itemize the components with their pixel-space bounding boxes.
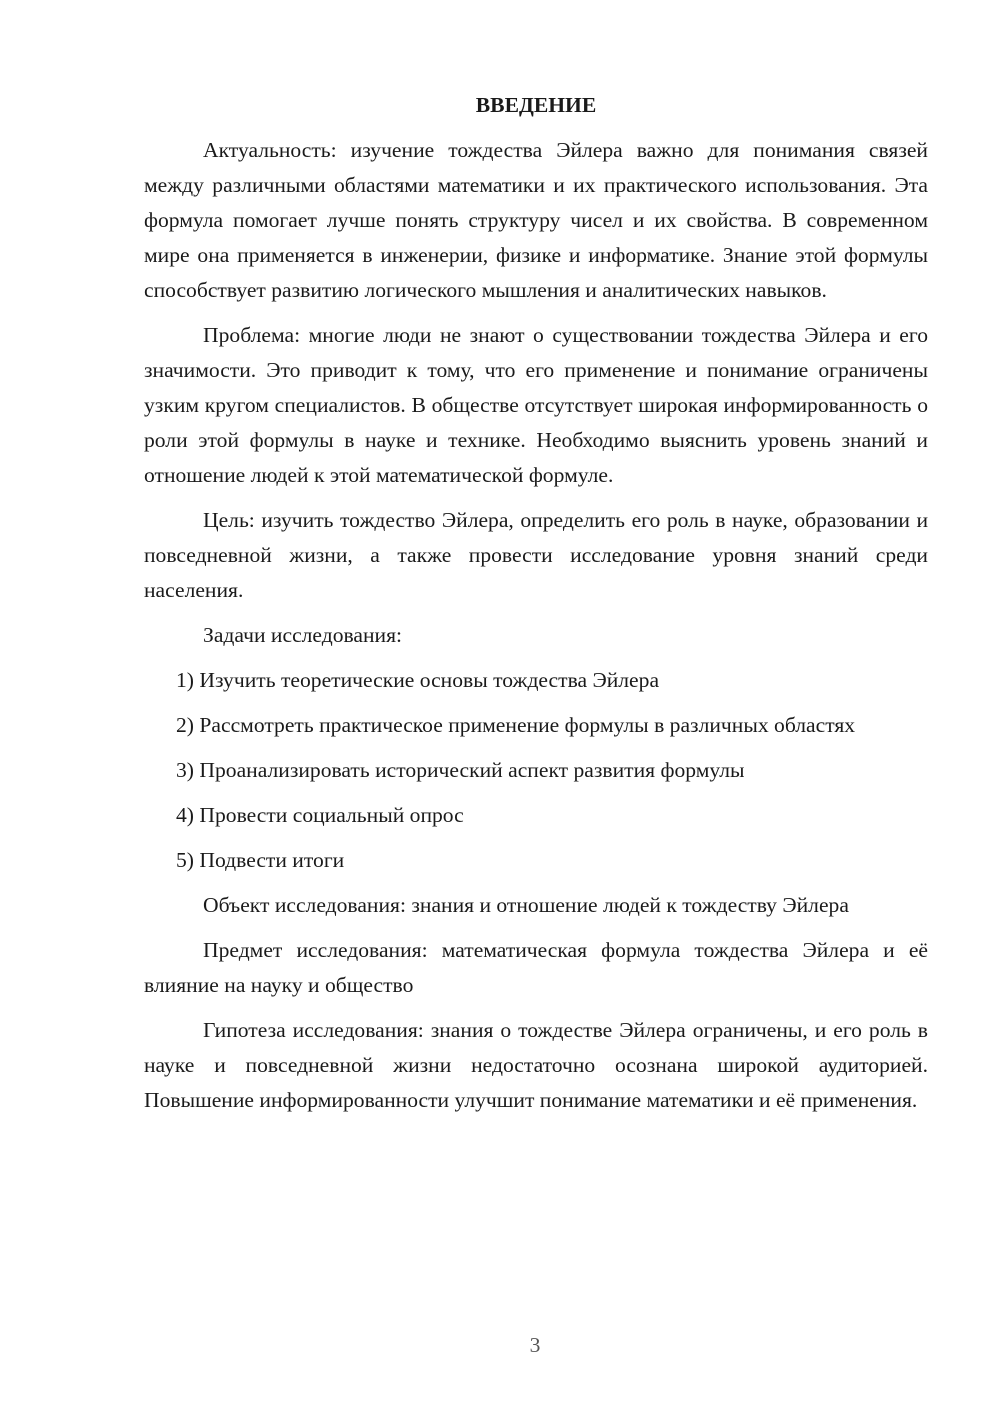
document-page bbox=[144, 88, 928, 1128]
paragraph-goal: Цель: изучить тождество Эйлера, определить его роль в науке, образовании и повседневной жизни, а также провести исследование уровня знаний среди населения. bbox=[144, 508, 928, 602]
page-number: 3 bbox=[529, 1333, 541, 1357]
tasks-title: Задачи исследования: bbox=[203, 623, 403, 647]
task-item: 1) Изучить теоретические основы тождества Эйлера bbox=[176, 668, 660, 692]
section-heading: ВВЕДЕНИЕ bbox=[475, 93, 597, 117]
tasks-list bbox=[144, 663, 928, 878]
task-item: 2) Рассмотреть практическое применение формулы в различных областях bbox=[176, 713, 856, 737]
paragraph-hypothesis: Гипотеза исследования: знания о тождестве Эйлера ограничены, и его роль в науке и повседневной жизни недостаточно осознана широкой аудиторией. Повышение информированности улучшит понимание математики и её применения. bbox=[144, 1018, 928, 1112]
task-item: 5) Подвести итоги bbox=[176, 848, 345, 872]
paragraph-subject: Предмет исследования: математическая формула тождества Эйлера и её влияние на науку и общество bbox=[144, 938, 928, 997]
paragraph-relevance: Актуальность: изучение тождества Эйлера важно для понимания связей между различными областями математики и их практического использования. Эта формула помогает лучше понять структуру чисел и их свойства. В современном мире она применяется в инженерии, физике и информатике. Знание этой формулы способствует развитию логического мышления и аналитических навыков. bbox=[144, 138, 928, 302]
paragraph-object: Объект исследования: знания и отношение людей к тождеству Эйлера bbox=[203, 893, 849, 917]
paragraph-problem: Проблема: многие люди не знают о существовании тождества Эйлера и его значимости. Это приводит к тому, что его применение и понимание ограничены узким кругом специалистов. В обществе отсутствует широкая информированность о роли этой формулы в науке и технике. Необходимо выяснить уровень знаний и отношение людей к этой математической формуле. bbox=[144, 323, 928, 487]
task-item: 3) Проанализировать исторический аспект развития формулы bbox=[176, 758, 745, 782]
task-item: 4) Провести социальный опрос bbox=[176, 803, 464, 827]
